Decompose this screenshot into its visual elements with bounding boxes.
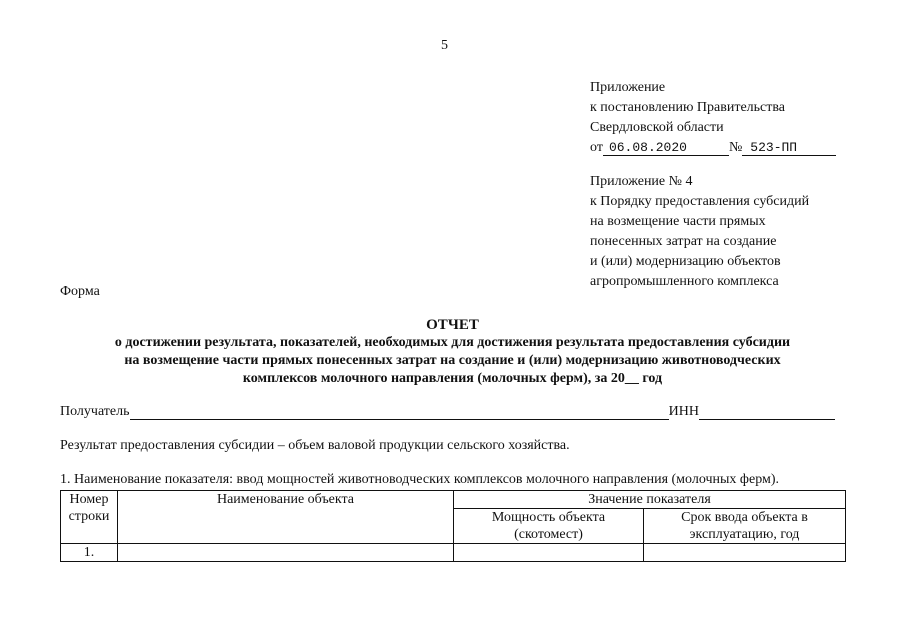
row-number: 1. xyxy=(61,544,118,562)
date-prefix: от xyxy=(590,140,603,155)
appendix-line: к постановлению Правительства xyxy=(590,100,786,115)
indicator-text: 1. Наименование показателя: ввод мощностей животноводческих комплексов молочного направления (молочных ферм). xyxy=(60,472,780,487)
number-prefix: № xyxy=(728,140,743,155)
result-text: Результат предоставления субсидии – объем валовой продукции сельского хозяйства. xyxy=(60,438,570,453)
cell-capacity[interactable] xyxy=(454,544,644,562)
appendix4-line: агропромышленного комплекса xyxy=(590,274,779,289)
header-number: Номер строки xyxy=(61,491,118,544)
appendix4-line: и (или) модернизацию объектов xyxy=(590,254,781,269)
header-term: Срок ввода объекта в эксплуатацию, год xyxy=(644,509,846,544)
appendix-line: Свердловской области xyxy=(590,120,724,135)
cell-term[interactable] xyxy=(644,544,846,562)
appendix4-line: понесенных затрат на создание xyxy=(590,234,777,249)
appendix4-line: Приложение № 4 xyxy=(590,174,693,189)
table-row xyxy=(61,544,846,562)
header-object: Наименование объекта xyxy=(118,491,454,544)
table-header-row xyxy=(61,491,846,509)
appendix-block xyxy=(590,78,836,292)
appendix4-line: на возмещение части прямых xyxy=(590,214,766,229)
appendix-date-line xyxy=(590,138,836,158)
cell-object[interactable] xyxy=(118,544,454,562)
number-value: 523-ПП xyxy=(742,141,836,156)
date-value: 06.08.2020 xyxy=(603,141,729,156)
recipient-field[interactable] xyxy=(130,405,669,420)
appendix-line: Приложение xyxy=(590,80,666,95)
report-subtitle-line1: о достижении результата, показателей, необходимых для достижения результата предоставления субсидии xyxy=(114,335,791,350)
appendix4-line: к Порядку предоставления субсидий xyxy=(590,194,810,209)
report-subtitle-line3: комплексов молочного направления (молочных ферм), за 20__ год xyxy=(242,371,663,386)
inn-label: ИНН xyxy=(668,404,699,419)
header-capacity: Мощность объекта (скотомест) xyxy=(454,509,644,544)
header-value: Значение показателя xyxy=(454,491,846,509)
recipient-label: Получатель xyxy=(60,404,130,419)
inn-field[interactable] xyxy=(699,405,835,420)
report-subtitle-line2: на возмещение части прямых понесенных затрат на создание и (или) модернизацию животноводческих xyxy=(124,353,781,368)
indicator-table xyxy=(60,490,846,562)
recipient-row xyxy=(60,404,835,420)
form-label: Форма xyxy=(60,284,100,299)
report-title: ОТЧЕТ xyxy=(426,317,479,333)
page-number: 5 xyxy=(441,38,448,53)
